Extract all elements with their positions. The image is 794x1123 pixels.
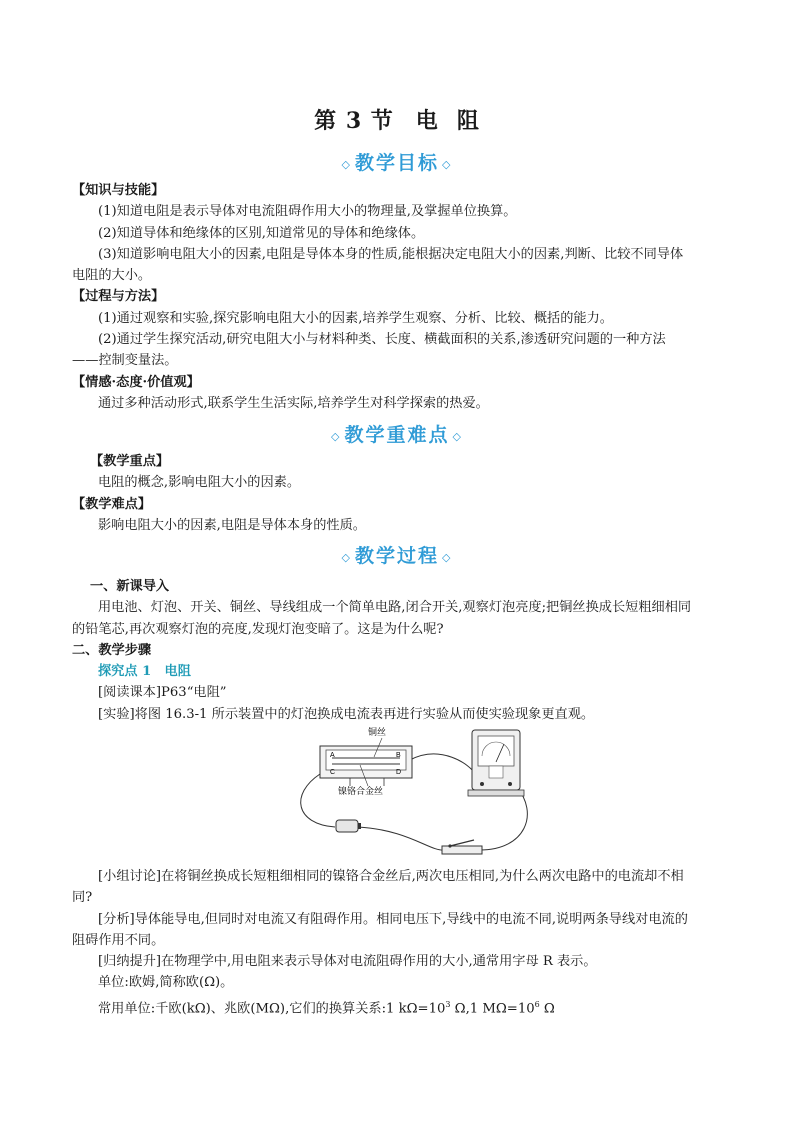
key-points-heading — [0, 420, 794, 447]
resistance-board — [320, 726, 412, 797]
knowledge-item-3-cont: 电阻的大小。 — [72, 268, 152, 284]
process-item-2: (2)通过学生探究活动,研究电阻大小与材料种类、长度、横截面积的关系,渗透研究问题的一种方法 — [98, 332, 666, 348]
diamond-icon: ◇ — [452, 429, 463, 443]
diamond-icon: ◇ — [442, 157, 453, 171]
discussion-line-2: 同? — [72, 890, 93, 906]
exponent-3: 3 — [445, 999, 451, 1009]
difficulty-label: 【教学难点】 — [72, 496, 152, 512]
diamond-icon: ◇ — [442, 550, 453, 564]
switch-lever — [450, 840, 474, 846]
ammeter-base — [468, 790, 524, 796]
title-char-2: 阻 — [456, 108, 480, 134]
experiment-text: [实验]将图 16.3-1 所示装置中的灯泡换成电流表再进行实验从而使实验现象更直观。 — [98, 706, 595, 722]
terminal-a-label: A — [330, 752, 335, 759]
diamond-icon: ◇ — [331, 429, 342, 443]
switch-base — [442, 846, 482, 854]
process-block — [72, 576, 724, 725]
intro-line-1: 用电池、灯泡、开关、铜丝、导线组成一个简单电路,闭合开关,观察灯泡亮度;把铜丝换成长短粗细相同 — [98, 600, 692, 616]
knowledge-item-1: (1)知道电阻是表示导体对电流阻碍作用大小的物理量,及掌握单位换算。 — [98, 204, 517, 220]
emotion-item-1: 通过多种活动形式,联系学生生活实际,培养学生对科学探索的热爱。 — [98, 395, 489, 411]
knowledge-item-2: (2)知道导体和绝缘体的区别,知道常见的导体和绝缘体。 — [98, 225, 425, 241]
intro-line-2: 的铅笔芯,再次观察灯泡的亮度,发现灯泡变暗了。这是为什么呢? — [72, 621, 444, 637]
switch — [442, 840, 482, 854]
discussion-line-1: [小组讨论]在将铜丝换成长短粗细相同的镍铬合金丝后,两次电压相同,为什么两次电路中的电流却不相 — [98, 869, 684, 884]
process-heading-text: 教学过程 — [354, 545, 439, 567]
terminal-b-label: B — [396, 752, 401, 759]
process-heading — [0, 541, 794, 568]
objectives-heading — [0, 148, 794, 175]
intro-heading: 一、新课导入 — [90, 579, 170, 594]
battery — [336, 820, 361, 832]
wire-left — [301, 774, 335, 827]
focus-text: 电阻的概念,影响电阻大小的因素。 — [98, 475, 301, 491]
ammeter — [468, 730, 524, 796]
emotion-label: 【情感·态度·价值观】 — [72, 374, 200, 390]
diamond-icon: ◇ — [341, 157, 352, 171]
common-units-prefix: 常用单位:千欧(kΩ)、兆欧(MΩ),它们的换算关系:1 kΩ=10 — [98, 1001, 446, 1017]
page-title — [0, 104, 794, 135]
terminal-c-label: C — [330, 769, 336, 776]
common-units-suffix: Ω — [539, 1001, 555, 1017]
wire-bottom — [358, 827, 445, 850]
wire-top — [410, 754, 475, 774]
nichrome-wire-label: 镍铬合金丝 — [338, 787, 384, 797]
key-points-heading-text: 教学重难点 — [344, 424, 450, 446]
ammeter-terminal-2 — [508, 782, 512, 786]
analysis-line-1: [分析]导体能导电,但同时对电流又有阻碍作用。相同电压下,导线中的电流不同,说明两条导线对电流的 — [98, 911, 688, 927]
circuit-diagram — [290, 724, 550, 866]
unit-text: 单位:欧姆,简称欧(Ω)。 — [98, 975, 234, 991]
knowledge-item-3: (3)知道影响电阻大小的因素,电阻是导体本身的性质,能根据决定电阻大小的因素,判断、比较不同导体 — [98, 246, 684, 262]
terminal-d-label: D — [396, 769, 402, 776]
exponent-6: 6 — [534, 999, 540, 1009]
steps-heading: 二、教学步骤 — [72, 642, 152, 658]
diamond-icon: ◇ — [341, 550, 352, 564]
battery-body — [336, 820, 358, 832]
read-textbook: [阅读课本]P63“电阻” — [98, 685, 227, 701]
switch-pivot — [448, 844, 451, 847]
process-label: 【过程与方法】 — [72, 289, 165, 305]
ammeter-terminal-1 — [480, 782, 484, 786]
explore-point-1: 探究点 1 电阻 — [98, 664, 191, 680]
process-item-2-cont: ——控制变量法。 — [72, 353, 178, 369]
battery-tip — [358, 823, 361, 829]
common-units-text — [72, 994, 724, 1020]
analysis-line-2: 阻碍作用不同。 — [72, 932, 165, 948]
objectives-block — [72, 180, 724, 414]
copper-wire-label: 铜丝 — [368, 728, 387, 738]
common-units-mid: Ω,1 MΩ=10 — [450, 1001, 535, 1017]
process-item-1: (1)通过观察和实验,探究影响电阻大小的因素,培养学生观察、分析、比较、概括的能力。 — [98, 310, 613, 326]
discussion-block — [72, 866, 724, 1019]
objectives-heading-text: 教学目标 — [354, 152, 439, 174]
difficulty-text: 影响电阻大小的因素,电阻是导体本身的性质。 — [98, 517, 366, 533]
focus-label: 【教学重点】 — [90, 454, 170, 469]
board-inner — [326, 750, 406, 770]
ammeter-badge — [489, 766, 503, 778]
title-section-number: 第 3 节 — [314, 108, 394, 134]
knowledge-label: 【知识与技能】 — [72, 183, 165, 198]
key-points-block — [72, 451, 724, 536]
summary-text: [归纳提升]在物理学中,用电阻来表示导体对电流阻碍作用的大小,通常用字母 R 表示。 — [98, 954, 597, 970]
title-char-1: 电 — [415, 108, 439, 134]
